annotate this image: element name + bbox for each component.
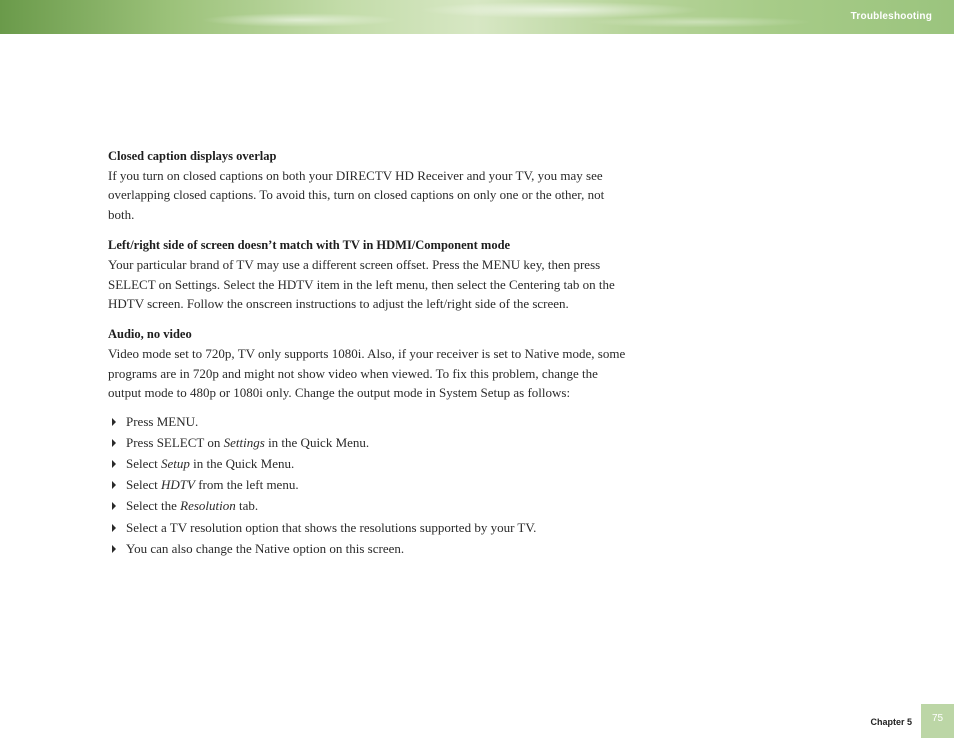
page-content: [108, 147, 633, 559]
steps-list: [108, 411, 633, 559]
paragraph-audio-no-video: Video mode set to 720p, TV only supports 1080i. Also, if your receiver is set to Native mode, some programs are in 720p and might not show video when viewed. To fix this problem, change the output mode to 480p or 1080i only. Change the output mode in System Setup as follows:: [108, 346, 626, 401]
list-item: Press MENU.: [108, 411, 633, 432]
list-item: Select Setup in the Quick Menu.: [108, 453, 633, 474]
triangle-bullet-icon: [112, 481, 116, 489]
triangle-bullet-icon: [112, 502, 116, 510]
section-title: Troubleshooting: [850, 11, 932, 22]
list-item: Press SELECT on Settings in the Quick Menu.: [108, 432, 633, 453]
triangle-bullet-icon: [112, 439, 116, 447]
chapter-label: Chapter 5: [870, 717, 912, 727]
paragraph-screen-offset: Your particular brand of TV may use a different screen offset. Press the MENU key, then press SELECT on Settings. Select the HDTV item in the left menu, then select the Centering tab on the HDTV screen. Follow the onscreen instructions to adjust the left/right side of the screen.: [108, 257, 615, 312]
page-number-box: [921, 704, 954, 738]
page-number: 75: [931, 713, 944, 724]
heading-closed-caption: Closed caption displays overlap: [108, 149, 277, 163]
triangle-bullet-icon: [112, 460, 116, 468]
list-item: Select HDTV from the left menu.: [108, 474, 633, 495]
heading-audio-no-video: Audio, no video: [108, 327, 192, 342]
list-item: Select the Resolution tab.: [108, 495, 633, 516]
triangle-bullet-icon: [112, 418, 116, 426]
triangle-bullet-icon: [112, 545, 116, 553]
list-item: Select a TV resolution option that shows the resolutions supported by your TV.: [108, 517, 633, 538]
header-band: [0, 0, 954, 34]
heading-screen-offset: Left/right side of screen doesn’t match with TV in HDMI/Component mode: [108, 238, 511, 253]
triangle-bullet-icon: [112, 524, 116, 532]
list-item: You can also change the Native option on this screen.: [108, 538, 633, 559]
paragraph-closed-caption: If you turn on closed captions on both your DIRECTV HD Receiver and your TV, you may see overlapping closed captions. To avoid this, turn on closed captions on only one or the other, not both.: [108, 168, 605, 222]
